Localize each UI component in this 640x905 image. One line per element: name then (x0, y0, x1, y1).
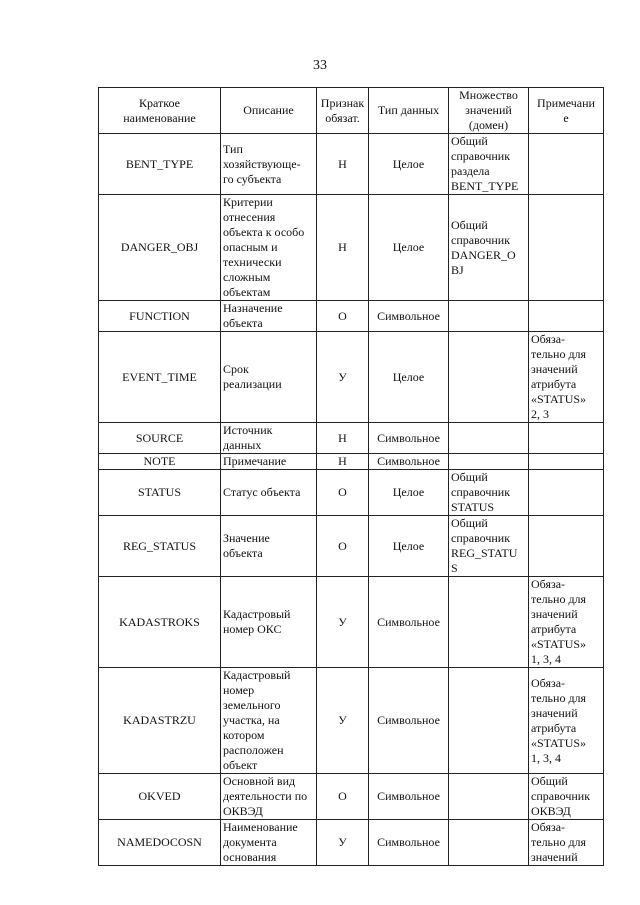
cell-description: Тип хозяйствующе- го субъекта (221, 134, 317, 195)
cell-data-type: Символьное (369, 668, 449, 774)
cell-data-type: Символьное (369, 577, 449, 668)
cell-description: Наименование документа основания (221, 820, 317, 866)
cell-required-flag: О (317, 516, 369, 577)
cell-description: Кадастровый номер земельного участка, на котором расположен объект (221, 668, 317, 774)
cell-note: Обяза- тельно для значений атрибута «STATUS» 1, 3, 4 (529, 668, 604, 774)
cell-short-name: STATUS (99, 470, 221, 516)
cell-domain: Общий справочник STATUS (449, 470, 529, 516)
cell-short-name: KADASTRZU (99, 668, 221, 774)
cell-short-name: OKVED (99, 774, 221, 820)
cell-domain (449, 423, 529, 454)
cell-required-flag: Н (317, 195, 369, 301)
cell-description: Критерии отнесения объекта к особо опасным и технически сложным объектам (221, 195, 317, 301)
cell-required-flag: У (317, 668, 369, 774)
cell-note (529, 454, 604, 470)
cell-required-flag: О (317, 301, 369, 332)
cell-description: Статус объекта (221, 470, 317, 516)
cell-domain: Общий справочник раздела BENT_TYPE (449, 134, 529, 195)
cell-description: Основной вид деятельности по ОКВЭД (221, 774, 317, 820)
cell-short-name: KADASTROKS (99, 577, 221, 668)
cell-data-type: Целое (369, 516, 449, 577)
page-number: 33 (313, 58, 327, 73)
cell-description: Источник данных (221, 423, 317, 454)
table-row (99, 470, 604, 516)
cell-required-flag: О (317, 774, 369, 820)
header-data-type: Тип данных (369, 88, 449, 134)
cell-short-name: DANGER_OBJ (99, 195, 221, 301)
cell-description: Назначение объекта (221, 301, 317, 332)
cell-data-type: Целое (369, 470, 449, 516)
cell-domain (449, 774, 529, 820)
cell-required-flag: Н (317, 134, 369, 195)
cell-short-name: REG_STATUS (99, 516, 221, 577)
cell-required-flag: У (317, 332, 369, 423)
cell-note (529, 516, 604, 577)
cell-domain (449, 577, 529, 668)
table-row (99, 516, 604, 577)
cell-domain (449, 454, 529, 470)
cell-short-name: EVENT_TIME (99, 332, 221, 423)
cell-domain: Общий справочник DANGER_O BJ (449, 195, 529, 301)
cell-short-name: NOTE (99, 454, 221, 470)
header-description: Описание (221, 88, 317, 134)
cell-short-name: NAMEDOCOSN (99, 820, 221, 866)
table-row (99, 577, 604, 668)
cell-required-flag: О (317, 470, 369, 516)
table-header-row (99, 88, 604, 134)
cell-note (529, 301, 604, 332)
cell-short-name: FUNCTION (99, 301, 221, 332)
table-row (99, 454, 604, 470)
cell-domain (449, 332, 529, 423)
header-domain: Множество значений (домен) (449, 88, 529, 134)
cell-domain (449, 301, 529, 332)
cell-description: Кадастровый номер ОКС (221, 577, 317, 668)
table-row (99, 301, 604, 332)
cell-description: Срок реализации (221, 332, 317, 423)
table-row (99, 423, 604, 454)
cell-short-name: SOURCE (99, 423, 221, 454)
header-required-flag: Признак обязат. (317, 88, 369, 134)
cell-data-type: Символьное (369, 820, 449, 866)
cell-note: Обяза- тельно для значений атрибута «STATUS» 2, 3 (529, 332, 604, 423)
cell-data-type: Символьное (369, 423, 449, 454)
table-row (99, 820, 604, 866)
cell-domain (449, 668, 529, 774)
cell-data-type: Целое (369, 134, 449, 195)
header-note: Примечани е (529, 88, 604, 134)
cell-required-flag: Н (317, 423, 369, 454)
cell-domain: Общий справочник REG_STATU S (449, 516, 529, 577)
cell-note: Обяза- тельно для значений атрибута «STATUS» 1, 3, 4 (529, 577, 604, 668)
table-row (99, 195, 604, 301)
table-row (99, 668, 604, 774)
cell-data-type: Символьное (369, 301, 449, 332)
table-row (99, 332, 604, 423)
cell-required-flag: У (317, 577, 369, 668)
cell-data-type: Символьное (369, 774, 449, 820)
table-row (99, 134, 604, 195)
cell-required-flag: У (317, 820, 369, 866)
cell-note (529, 423, 604, 454)
cell-data-type: Целое (369, 195, 449, 301)
cell-data-type: Целое (369, 332, 449, 423)
cell-data-type: Символьное (369, 454, 449, 470)
cell-note (529, 470, 604, 516)
attributes-table (98, 87, 604, 866)
cell-description: Примечание (221, 454, 317, 470)
cell-description: Значение объекта (221, 516, 317, 577)
cell-short-name: BENT_TYPE (99, 134, 221, 195)
cell-domain (449, 820, 529, 866)
cell-note: Общий справочник ОКВЭД (529, 774, 604, 820)
cell-note: Обяза- тельно для значений (529, 820, 604, 866)
header-short-name: Краткое наименование (99, 88, 221, 134)
cell-note (529, 195, 604, 301)
cell-note (529, 134, 604, 195)
table-row (99, 774, 604, 820)
cell-required-flag: Н (317, 454, 369, 470)
